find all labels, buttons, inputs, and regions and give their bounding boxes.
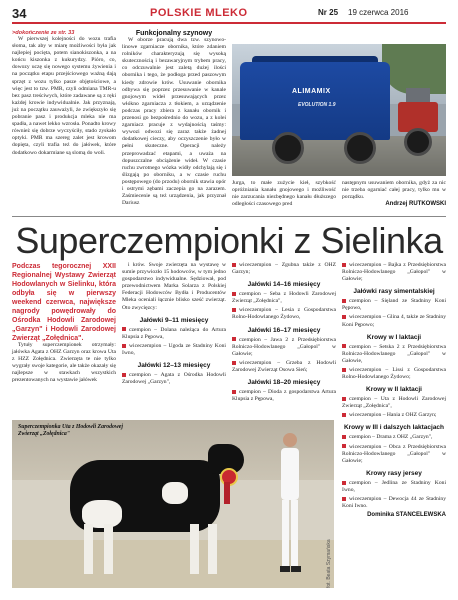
top-article-col3b-text: następnym usuwaniem obornika, gdyż za nic nie trzeba ogarniać całej pracy, tylko mu w porządku. bbox=[342, 180, 446, 201]
list-item: czempion – Drama z OHZ „Garzyn", bbox=[342, 434, 446, 441]
main-lead: Podczas tegorocznej XXII Regionalnej Wystawy Zwierząt Hodowlanych w Sielinku, która odbyła się w pierwszy weekend czerwca, największe nagrody powędrowały do Ośrodka Hodowli Zarodowej „Garzyn" i Hodowli Zarodowej Zwierząt „Zołędnica". bbox=[12, 263, 116, 342]
list-item: wiceczempion – Ugoda ze Stadniny Koni Iwno, bbox=[122, 342, 226, 356]
list-item: wiceczempion – Lesia z Gospodarstwa Rolno-Hodowlanego Żydowo, bbox=[232, 307, 336, 321]
top-article-col1 bbox=[12, 30, 116, 157]
main-article-author: Dominika STANCELEWSKA bbox=[367, 512, 446, 519]
list-item: wiceczempion – Dewocja 44 ze Stadniny Koni Iwno. bbox=[342, 495, 446, 510]
list-item: czempion – Dioda z gospodarstwa Artura Klupsia z Pępowa, bbox=[232, 389, 336, 403]
main-col2-text: i krów. Swoje zwierzęta na wystawę w sumie przywiozło 15 hodowców, w tym jedno gospodarstwo indywidualne. Sędziował, pod przewodnictwem Marka Solarza z Polskiej Federacji Hodowców Bydła i Producentów Mleka oceniali łącznie blisko sześć zwierząt. Oto zwycięzcy: bbox=[122, 262, 226, 311]
main-col4 bbox=[342, 262, 446, 518]
mixer-brand-label: ALIMAMIX bbox=[292, 88, 331, 95]
list-item: czempion – Sięland ze Stadniny Koni Pępowo, bbox=[342, 298, 446, 312]
page-number: 34 bbox=[12, 6, 27, 21]
list-item: wiceczempion – Hania z OHZ Garzyn; bbox=[342, 412, 446, 419]
ribbon-icon bbox=[224, 482, 230, 504]
list-item: wiceczempion – Obca z Przedsiębiorstwa Rolniczo-Hodowlanego „Gałopol" w Gałowie; bbox=[342, 443, 446, 464]
list-item: czempion – Dolana należąca do Artura Klupsia z Pępowa, bbox=[122, 326, 226, 340]
top-article-col3b bbox=[342, 180, 446, 207]
main-headline: Superczempionki z Sielinka bbox=[15, 220, 443, 261]
issue-number: Nr 25 bbox=[318, 8, 339, 17]
category-heifers-16-17: Jałówki 16–17 miesięcy bbox=[247, 326, 321, 334]
list-item: czempion – Agata z Ośrodka Hodowli Zarodowej „Garzyn", bbox=[122, 372, 226, 386]
main-col3 bbox=[232, 262, 336, 405]
list-item: czempion – Seba z Hodowli Zarodowej Zwierząt „Zołędnica", bbox=[232, 291, 336, 305]
category-heifers-9-11: Jałówki 9–11 miesięcy bbox=[139, 316, 209, 324]
main-col1-text: Tytuły superczempionek otrzymały: jałówka Agata z OHZ Garzyn oraz krowa Uta z HZZ Zołędnica. Zwierzęta te nie tylko wygrały swoje kategorie, ale także okazały się najlepsze w stawkach wszystkich prezentowanych na wystawie jałówek bbox=[12, 342, 116, 384]
photo-caption: Superczempionka Uta z Hodowli Zarodowej Zwierząt „Zołędnica" bbox=[18, 424, 123, 437]
category-heifers-14-16: Jałówki 14–16 miesięcy bbox=[247, 281, 321, 289]
handler-figure bbox=[274, 428, 306, 578]
top-article-col3a-text: Jurga, to małe zużycie kieł, szybkość opróżniania kanału gnojowego i możliwość nie zarzucania niezbędnego kanału dłuższego odległości czasowego pred bbox=[232, 180, 336, 208]
header-rule bbox=[12, 22, 446, 24]
list-item: czempion – Uta z Hodowli Zarodowej Zwierząt „Zołędnica", bbox=[342, 396, 446, 410]
top-article-col1-text: W pierwszej kolejności do wozu trafia słoma, tak aby w miarę możliwości była jak najlepiej pocięta, potem sianokiszonka, a na końcu kiszonka z kukurydzy. Pióro, co, dowozy uczę się nowego systemu żywienia i na początku etapu przejściowego ważną dają sprzęt z wozu tylko pasze objętościowe, a więc jest to tzw. PMR, czyli odmiana TMR-u bez pasz treściwych, które zadawane są z ręki każdej krowie indywidualnie. Jak przyznają, już na początku zauważyli, że zwiększyło się pobranie pasz i produkcja mleka nie ma spadła, a nawet lekko wzrosła. Ponadto krowy również się dobrze wyczyściły, stado zyskało optyki. PMR ma szereg zalet jest krowom dopięta, czyli trafia też do jałówek, które dodatkowo dokarmiane są slomą do woli. bbox=[12, 36, 116, 156]
list-item: czempion – Setska 2 z Przedsiębiorstwa Rolniczo-Hodowlanego „Gałopol" w Gałowie, bbox=[342, 343, 446, 364]
mixer-model-label: EVOLUTION 1.9 bbox=[298, 102, 336, 108]
continuation-note: >dokończenie ze str. 33 bbox=[12, 30, 75, 36]
list-item: czempion – Jawa 2 z Przedsiębiorstwa Rolniczo-Hodowlanego „Gałopol" w Gałowie; bbox=[232, 336, 336, 357]
subheading: Funkcjonalny szynowy bbox=[135, 30, 213, 37]
list-item: wiceczempion – Lissi z Gospodarstwa Rolno-Hodowlanego Żydowo; bbox=[342, 366, 446, 381]
list-item: wiceczempion – Bajka z Przedsiębiorstwa Rolniczo-Hodowlanego „Gałopol" w Gałowie; bbox=[342, 262, 446, 283]
issue-date: 19 czerwca 2016 bbox=[348, 8, 409, 17]
category-cows-lactation-2: Krowy w II laktacji bbox=[366, 386, 422, 394]
list-item: wiceczempion – Zgubna także z OHZ Garzyn; bbox=[232, 262, 336, 276]
list-item: wiceczempion – Grzeba z Hodowli Zarodowej Zwierząt Osowa Sień; bbox=[232, 359, 336, 373]
top-article-col2-text: W oborze pracują dwa tzw. szynowo-linowe zgarniacze obornika, które zdaniem rolników charakteryzują się wysoką skutecznością i bezawaryjnym trybem pracy, co odczuwalnie jest zaletą dużej ilości obornika i tego, że podłoga przed paszowym kiedy zdrowie krów. Usuwanie obornika odbywa się poprzez przesuwanie w kanale gnojowym wideł przesuwających przez włókno zgarniacza z tłokiem, a urządzenie podczas pracy zbiera z kanału obornik i przenosi go bezpośrednio do wozu, a z kolei zgarniacz pracuje z wydajnością taśmy: wywozi odwozi się zaraz także żadnej dodatkowej cieczy, aby oczyszczenie było w pełni skuteczne. Operacji należy przeprowadzać etapami, a uważa na dopuszczalne obciążenie wideł. W czasie ruchu zwrotnego wózka widły odchylają się i ślizgają po oborniku, a w czasie ruchu postępowego (do przodu) obornik stawia opór i ostrymi zębami zaczepia go na zarazem. Zaśmiecenie są też urządzenia, jak przyznał Dariusz bbox=[122, 37, 226, 207]
feed-mixer-photo bbox=[232, 44, 446, 176]
section-title: POLSKIE MLEKO bbox=[150, 7, 248, 19]
champion-cow-photo bbox=[12, 420, 334, 588]
category-heifers-18-20: Jałówki 18–20 miesięcy bbox=[247, 379, 321, 387]
category-jersey: Krowy rasy jersey bbox=[366, 469, 422, 477]
top-article-col2 bbox=[122, 30, 226, 207]
top-article-author: Andrzej RUTKOWSKI bbox=[385, 201, 446, 208]
main-col1 bbox=[12, 342, 116, 418]
category-heifers-12-13: Jałówki 12–13 miesięcy bbox=[137, 362, 211, 370]
category-cows-lactation-1: Krowy w I laktacji bbox=[366, 333, 422, 341]
top-article-col3a bbox=[232, 180, 336, 208]
list-item: czempion – Jedlina ze Stadniny Koni Iwno, bbox=[342, 479, 446, 493]
divider bbox=[12, 216, 446, 217]
main-col2 bbox=[122, 262, 226, 388]
category-simmental: Jałówki rasy simentalskiej bbox=[353, 288, 435, 296]
photo-credit: fot. Beata Szymańska bbox=[326, 539, 332, 588]
category-cows-lactation-3plus: Krowy w III i dalszych laktacjach bbox=[343, 424, 445, 432]
list-item: wiceczempion – Glina 4, także ze Stadniny Koni Pępowo; bbox=[342, 314, 446, 328]
